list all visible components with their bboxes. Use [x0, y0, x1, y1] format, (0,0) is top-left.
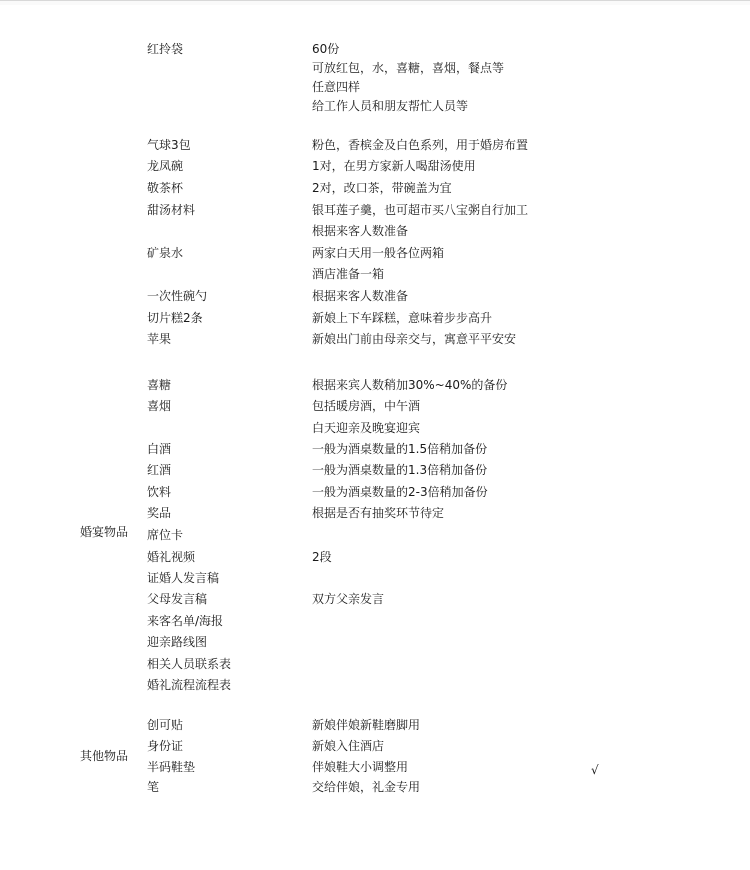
- item-name: 甜汤材料: [147, 203, 196, 217]
- item-note: 两家白天用一般各位两箱: [312, 246, 445, 260]
- item-name: 婚礼流程流程表: [147, 678, 232, 692]
- item-note: 新娘入住酒店: [312, 739, 385, 753]
- item-note: 一般为酒桌数量的1.5倍稍加备份: [312, 442, 488, 456]
- item-note: 根据来宾人数稍加30%~40%的备份: [312, 378, 508, 392]
- item-note: 根据来客人数准备: [312, 224, 409, 238]
- item-name: 笔: [147, 780, 160, 794]
- group-label-banquet: 婚宴物品: [80, 525, 129, 539]
- item-name: 切片糕2条: [147, 311, 203, 325]
- check-mark: √: [591, 763, 599, 777]
- item-note: 伴娘鞋大小调整用: [312, 760, 409, 774]
- item-name: 苹果: [147, 332, 172, 346]
- item-note: 粉色，香槟金及白色系列，用于婚房布置: [312, 138, 529, 152]
- item-name: 矿泉水: [147, 246, 184, 260]
- item-name: 红拎袋: [147, 42, 184, 56]
- item-note: 60份: [312, 42, 340, 56]
- item-name: 饮料: [147, 485, 172, 499]
- item-name: 迎亲路线图: [147, 635, 208, 649]
- item-note: 新娘伴娘新鞋磨脚用: [312, 718, 421, 732]
- item-note: 给工作人员和朋友帮忙人员等: [312, 99, 469, 113]
- item-note: 1对，在男方家新人喝甜汤使用: [312, 159, 476, 173]
- item-note: 2段: [312, 550, 332, 564]
- item-note: 2对，改口茶，带碗盖为宜: [312, 181, 452, 195]
- item-name: 来客名单/海报: [147, 614, 224, 628]
- item-name: 证婚人发言稿: [147, 571, 220, 585]
- item-note: 可放红包，水，喜糖，喜烟，餐点等: [312, 61, 505, 75]
- item-name: 奖品: [147, 506, 172, 520]
- item-note: 任意四样: [312, 80, 361, 94]
- item-name: 半码鞋垫: [147, 760, 196, 774]
- item-name: 敬茶杯: [147, 181, 184, 195]
- item-note: 一般为酒桌数量的1.3倍稍加备份: [312, 463, 488, 477]
- item-name: 父母发言稿: [147, 592, 208, 606]
- group-label-other: 其他物品: [80, 749, 129, 763]
- item-note: 双方父亲发言: [312, 592, 385, 606]
- item-name: 婚礼视频: [147, 550, 196, 564]
- item-note: 酒店准备一箱: [312, 267, 385, 281]
- item-name: 席位卡: [147, 528, 184, 542]
- item-name: 龙凤碗: [147, 159, 184, 173]
- item-note: 一般为酒桌数量的2-3倍稍加备份: [312, 485, 488, 499]
- item-name: 相关人员联系表: [147, 657, 232, 671]
- item-note: 根据来客人数准备: [312, 289, 409, 303]
- item-note: 包括暖房酒，中午酒: [312, 399, 421, 413]
- item-note: 新娘出门前由母亲交与，寓意平平安安: [312, 332, 517, 346]
- item-name: 喜烟: [147, 399, 172, 413]
- item-name: 创可贴: [147, 718, 184, 732]
- item-name: 一次性碗勺: [147, 289, 208, 303]
- item-note: 交给伴娘，礼金专用: [312, 780, 421, 794]
- item-note: 银耳莲子羹，也可超市买八宝粥自行加工: [312, 203, 529, 217]
- item-name: 喜糖: [147, 378, 172, 392]
- item-name: 气球3包: [147, 138, 191, 152]
- item-note: 根据是否有抽奖环节待定: [312, 506, 445, 520]
- item-name: 身份证: [147, 739, 184, 753]
- item-name: 红酒: [147, 463, 172, 477]
- item-note: 白天迎亲及晚宴迎宾: [312, 421, 421, 435]
- item-name: 白酒: [147, 442, 172, 456]
- item-note: 新娘上下车踩糕，意味着步步高升: [312, 311, 493, 325]
